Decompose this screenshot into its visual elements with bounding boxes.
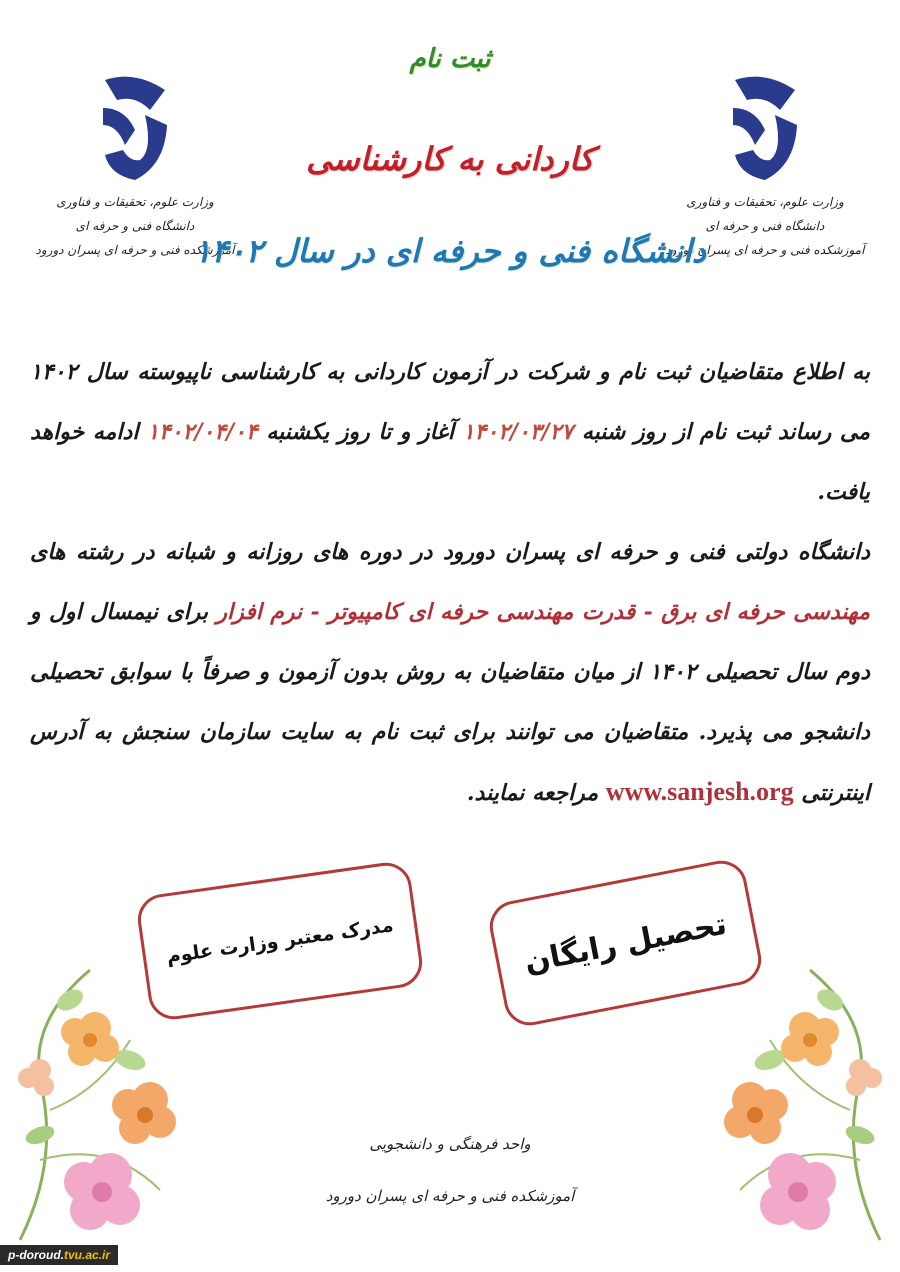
announcement-p2-a: دانشگاه دولتی فنی و حرفه ای پسران دورود در دوره های روزانه و شبانه در رشته های [30, 539, 870, 565]
signature [300, 1118, 600, 1222]
start-date: ۱۴۰۲/۰۳/۲۷ [462, 419, 574, 445]
title-registration: ثبت نام [409, 44, 491, 74]
announcement-p1-b: آغاز و تا روز یکشنبه [266, 419, 454, 445]
stamp-valid-degree-text: مدرک معتبر وزارت علوم [165, 914, 395, 968]
stamp-free-tuition-text: تحصیل رایگان [521, 906, 730, 980]
end-date: ۱۴۰۲/۰۴/۰۴ [147, 419, 258, 445]
logo-right-line-2: دانشگاه فنی و حرفه ای [705, 219, 825, 233]
announcement-text [30, 342, 870, 823]
signature-line-2: آموزشکده فنی و حرفه ای پسران دورود [325, 1187, 575, 1205]
logo-left-line-3: آموزشکده فنی و حرفه ای پسران دورود [35, 243, 235, 257]
flower-decoration-right-icon [590, 960, 900, 1250]
footer-url-badge[interactable] [0, 1245, 118, 1265]
logo-left-line-1: وزارت علوم، تحقیقات و فناوری [56, 195, 214, 209]
logo-left-line-2: دانشگاه فنی و حرفه ای [75, 219, 195, 233]
flower-decoration-left-icon [0, 960, 300, 1250]
footer-url-prefix: p-doroud. [8, 1248, 64, 1262]
announcement-p1-c: ادامه خواهد یافت. [30, 419, 870, 505]
field-computer: مهندسی حرفه ای کامپیوتر - نرم افزار [216, 599, 574, 625]
title-program: کاردانی به کارشناسی [306, 140, 594, 178]
announcement-p1-a: به اطلاع متقاضیان ثبت نام و شرکت در آزمون کاردانی به کارشناسی ناپیوسته سال ۱۴۰۲ می رساند ثبت نام از روز شنبه [30, 359, 871, 445]
footer-url-domain: tvu.ac.ir [63, 1248, 111, 1262]
sanjesh-link[interactable]: www.sanjesh.org [605, 777, 794, 806]
logo-right-line-1: وزارت علوم، تحقیقات و فناوری [686, 195, 844, 209]
announcement-p2-c: مراجعه نمایند. [466, 780, 599, 806]
announcement-p2-b: برای نیمسال اول و دوم سال تحصیلی ۱۴۰۲ از میان متقاضیان به روش بدون آزمون و صرفاً با سوابق تحصیلی دانشجو می پذیرد. متقاضیان می توانند برای ثبت نام به سایت سازمان سنجش به آدرس اینترنتی [30, 599, 870, 806]
signature-line-1: واحد فرهنگی و دانشجویی [369, 1135, 531, 1153]
field-electrical: مهندسی حرفه ای برق - قدرت [581, 599, 870, 625]
logo-right-line-3: آموزشکده فنی و حرفه ای پسران دورود [665, 243, 865, 257]
title-university-year: دانشگاه فنی و حرفه ای در سال ۱۴۰۲ [194, 232, 706, 270]
